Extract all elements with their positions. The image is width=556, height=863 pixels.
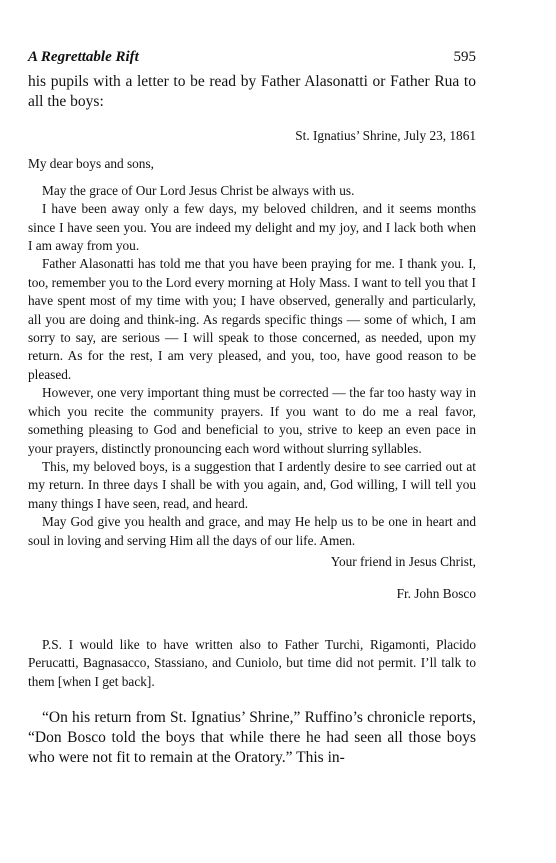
letter-paragraph: May the grace of Our Lord Jesus Christ be always with us.: [42, 182, 355, 198]
letter: [28, 127, 476, 691]
narrative-paragraph: “On his return from St. Ignatius’ Shrine,” Ruffino’s chronicle reports, “Don Bosco told the boys that while there he had seen all those boys who were not fit to remain at the Oratory.” This in-: [28, 708, 476, 766]
running-head: [28, 48, 476, 68]
letter-postscript: P.S. I would like to have written also to Father Turchi, Rigamonti, Placido Perucatti, Bagnasacco, Stassiano, and Cuniolo, but time did not permit. I’ll talk to them [when I get back].: [28, 636, 476, 689]
letter-paragraph: I have been away only a few days, my beloved children, and it seems months since I have seen you. You are indeed my delight and my joy, and I lack both when I am away from you.: [28, 201, 476, 254]
letter-paragraph: However, one very important thing must be corrected — the far too hasty way in which you recite the community prayers. If you want to do me a real favor, something pleasing to God and beneficial to you, strive to keep an even pace in your prayers, distinctly pronouncing each word without slurring syllables.: [28, 385, 476, 456]
letter-paragraph: May God give you health and grace, and may He help us to be one in heart and soul in loving and serving Him all the days of our life. Amen.: [28, 514, 476, 548]
letter-paragraph: Father Alasonatti has told me that you have been praying for me. I thank you. I, too, remember you to the Lord every morning at Holy Mass. I want to tell you that I have spent most of my time with you; I have observed, generally and particularly, all you are doing and think-ing. As regards specific things — some of which, I am sorry to say, are serious — I will speak to those concerned, as needed, upon my return. As for the rest, I am very pleased, and you, too, have good reason to be pleased.: [28, 256, 476, 382]
letter-signature: Fr. John Bosco: [396, 586, 476, 602]
running-title: A Regrettable Rift: [28, 49, 139, 65]
book-page: [28, 48, 476, 768]
letter-salutation: My dear boys and sons,: [28, 156, 154, 172]
letter-paragraph: This, my beloved boys, is a suggestion that I ardently desire to see carried out at my return. In three days I shall be with you again, and, God willing, I will tell you many things I have seen, read, and heard.: [28, 458, 476, 511]
intro-paragraph: his pupils with a letter to be read by Father Alasonatti or Father Rua to all the boys:: [28, 73, 476, 110]
page-number: 595: [453, 49, 476, 65]
letter-dateline: St. Ignatius’ Shrine, July 23, 1861: [295, 128, 476, 143]
letter-closing: Your friend in Jesus Christ,: [330, 553, 476, 569]
